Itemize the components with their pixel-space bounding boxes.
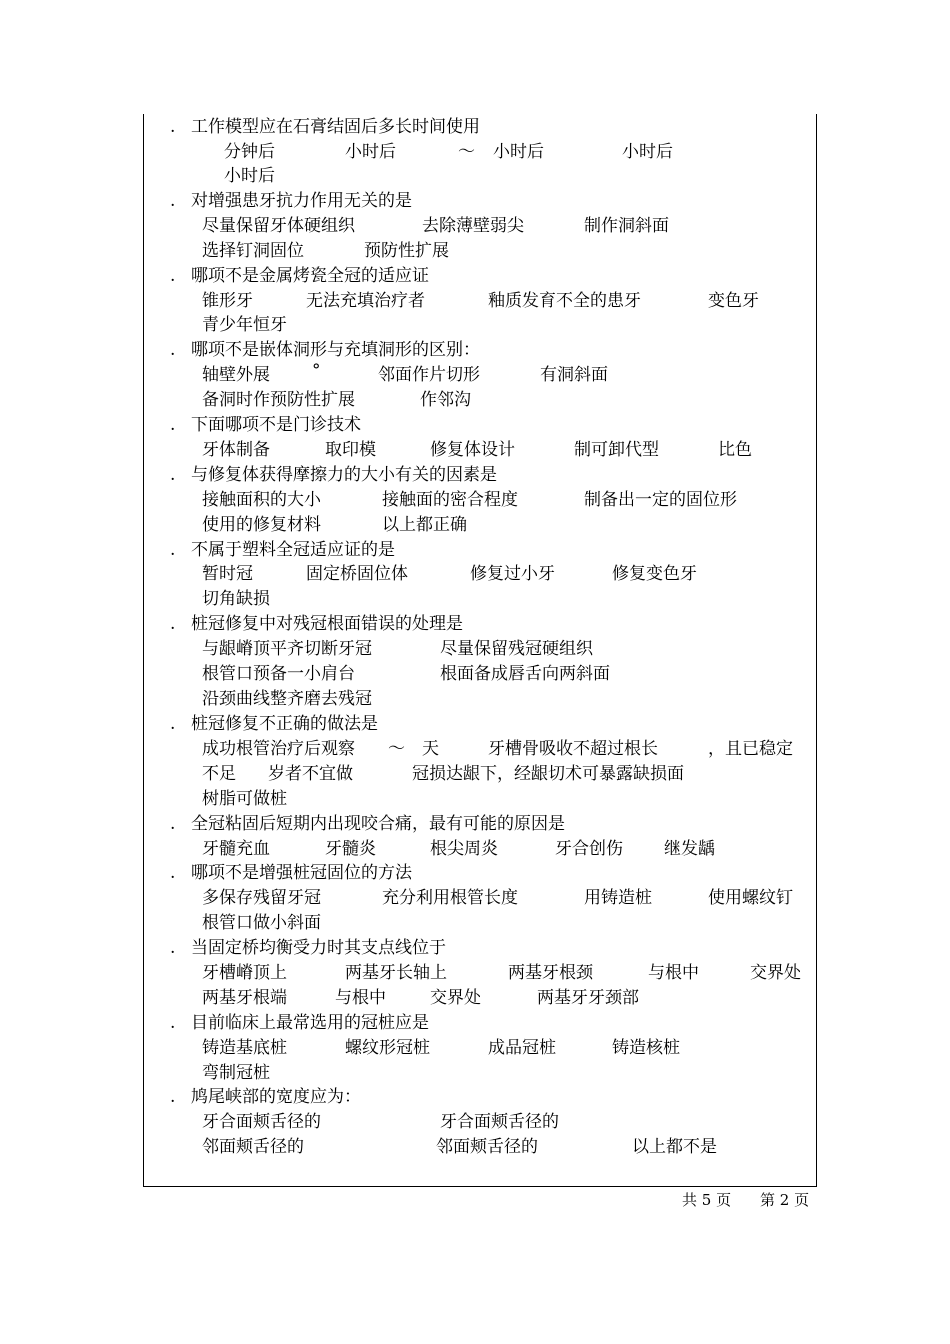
- option: 根尖周炎: [430, 839, 498, 859]
- question-13: . 目前临床上最常选用的冠桩应是: [170, 1013, 429, 1033]
- page-number: 第 2 页: [760, 1191, 810, 1209]
- question-4: . 哪项不是嵌体洞形与充填洞形的区别：: [170, 340, 480, 360]
- option: 牙槽骨吸收不超过根长: [488, 739, 658, 759]
- option: 制可卸代型: [574, 440, 659, 460]
- question-10: . 全冠粘固后短期内出现咬合痛，最有可能的原因是: [170, 814, 565, 834]
- option: 修复体设计: [430, 440, 515, 460]
- option: 无法充填治疗者: [306, 291, 425, 311]
- option: 小时后: [493, 142, 544, 162]
- option: 选择钉洞固位: [202, 241, 304, 261]
- option: 成品冠桩: [488, 1038, 556, 1058]
- option: ～: [458, 142, 475, 162]
- option: 螺纹形冠桩: [345, 1038, 430, 1058]
- option: 切角缺损: [202, 589, 270, 609]
- option: 冠损达龈下，经龈切术可暴露缺损面: [412, 764, 684, 784]
- question-6: . 与修复体获得摩擦力的大小有关的因素是: [170, 465, 497, 485]
- option: 成功根管治疗后观察: [202, 739, 355, 759]
- option: 制备出一定的固位形: [584, 490, 737, 510]
- option: 暂时冠: [202, 564, 253, 584]
- option: 多保存残留牙冠: [202, 888, 321, 908]
- option: 交界处: [430, 988, 481, 1008]
- option: 以上都不是: [632, 1137, 717, 1157]
- option: 岁者不宜做: [268, 764, 353, 784]
- question-7: . 不属于塑料全冠适应证的是: [170, 540, 395, 560]
- option: 小时后: [622, 142, 673, 162]
- option: 作邻沟: [420, 390, 471, 410]
- option: 充分利用根管长度: [382, 888, 518, 908]
- question-11: . 哪项不是增强桩冠固位的方法: [170, 863, 412, 883]
- option: 以上都正确: [382, 515, 467, 535]
- option: 两基牙牙颈部: [537, 988, 639, 1008]
- option: 接触面的密合程度: [382, 490, 518, 510]
- option: 铸造基底桩: [202, 1038, 287, 1058]
- option: 尽量保留残冠硬组织: [440, 639, 593, 659]
- option: 修复过小牙: [470, 564, 555, 584]
- option: 与龈嵴顶平齐切断牙冠: [202, 639, 372, 659]
- question-5: . 下面哪项不是门诊技术: [170, 415, 361, 435]
- option: 沿颈曲线整齐磨去残冠: [202, 689, 372, 709]
- option: 去除薄壁弱尖: [422, 216, 524, 236]
- question-8: . 桩冠修复中对残冠根面错误的处理是: [170, 614, 463, 634]
- option: 用铸造桩: [584, 888, 652, 908]
- option: 接触面积的大小: [202, 490, 321, 510]
- option: 交界处: [750, 963, 801, 983]
- option: 小时后: [224, 166, 275, 186]
- option: 固定桥固位体: [306, 564, 408, 584]
- option: 备洞时作预防性扩展: [202, 390, 355, 410]
- option: 使用螺纹钉: [708, 888, 793, 908]
- option: 牙合创伤: [555, 839, 623, 859]
- option: 两基牙根端: [202, 988, 287, 1008]
- option: 继发龋: [664, 839, 715, 859]
- option: 分钟后: [224, 142, 275, 162]
- option: 两基牙长轴上: [345, 963, 447, 983]
- option: 牙合面颊舌径的: [202, 1112, 321, 1132]
- option: 修复变色牙: [612, 564, 697, 584]
- option: 变色牙: [708, 291, 759, 311]
- option: 树脂可做桩: [202, 789, 287, 809]
- page-total: 共 5 页: [682, 1191, 732, 1209]
- option: 牙合面颊舌径的: [440, 1112, 559, 1132]
- question-12: . 当固定桥均衡受力时其支点线位于: [170, 938, 446, 958]
- option: 比色: [718, 440, 752, 460]
- option: 锥形牙: [202, 291, 253, 311]
- option: °: [312, 361, 321, 381]
- option: ，且已稳定: [708, 739, 793, 759]
- option: 小时后: [345, 142, 396, 162]
- option: 釉质发育不全的患牙: [488, 291, 641, 311]
- question-3: . 哪项不是金属烤瓷全冠的适应证: [170, 266, 429, 286]
- option: 根面备成唇舌向两斜面: [440, 664, 610, 684]
- option: 制作洞斜面: [584, 216, 669, 236]
- option: 青少年恒牙: [202, 315, 287, 335]
- option: 两基牙根颈: [508, 963, 593, 983]
- option: 取印模: [325, 440, 376, 460]
- option: 不足: [202, 764, 236, 784]
- option: 有洞斜面: [540, 365, 608, 385]
- option: 牙槽嵴顶上: [202, 963, 287, 983]
- option: 邻面颊舌径的: [202, 1137, 304, 1157]
- option: 牙髓充血: [202, 839, 270, 859]
- option: 弯制冠桩: [202, 1063, 270, 1083]
- question-1: . 工作模型应在石膏结固后多长时间使用: [170, 117, 480, 137]
- option: ～: [388, 739, 405, 759]
- option: 牙体制备: [202, 440, 270, 460]
- option: 根管口做小斜面: [202, 913, 321, 933]
- option: 尽量保留牙体硬组织: [202, 216, 355, 236]
- option: 邻面作片切形: [378, 365, 480, 385]
- option: 使用的修复材料: [202, 515, 321, 535]
- option: 轴壁外展: [202, 365, 270, 385]
- option: 铸造核桩: [612, 1038, 680, 1058]
- option: 邻面颊舌径的: [436, 1137, 538, 1157]
- question-2: . 对增强患牙抗力作用无关的是: [170, 191, 412, 211]
- option: 天: [422, 739, 439, 759]
- option: 根管口预备一小肩台: [202, 664, 355, 684]
- option: 牙髓炎: [325, 839, 376, 859]
- option: 与根中: [648, 963, 699, 983]
- question-14: . 鸠尾峡部的宽度应为：: [170, 1087, 361, 1107]
- question-9: . 桩冠修复不正确的做法是: [170, 714, 378, 734]
- option: 与根中: [335, 988, 386, 1008]
- option: 预防性扩展: [364, 241, 449, 261]
